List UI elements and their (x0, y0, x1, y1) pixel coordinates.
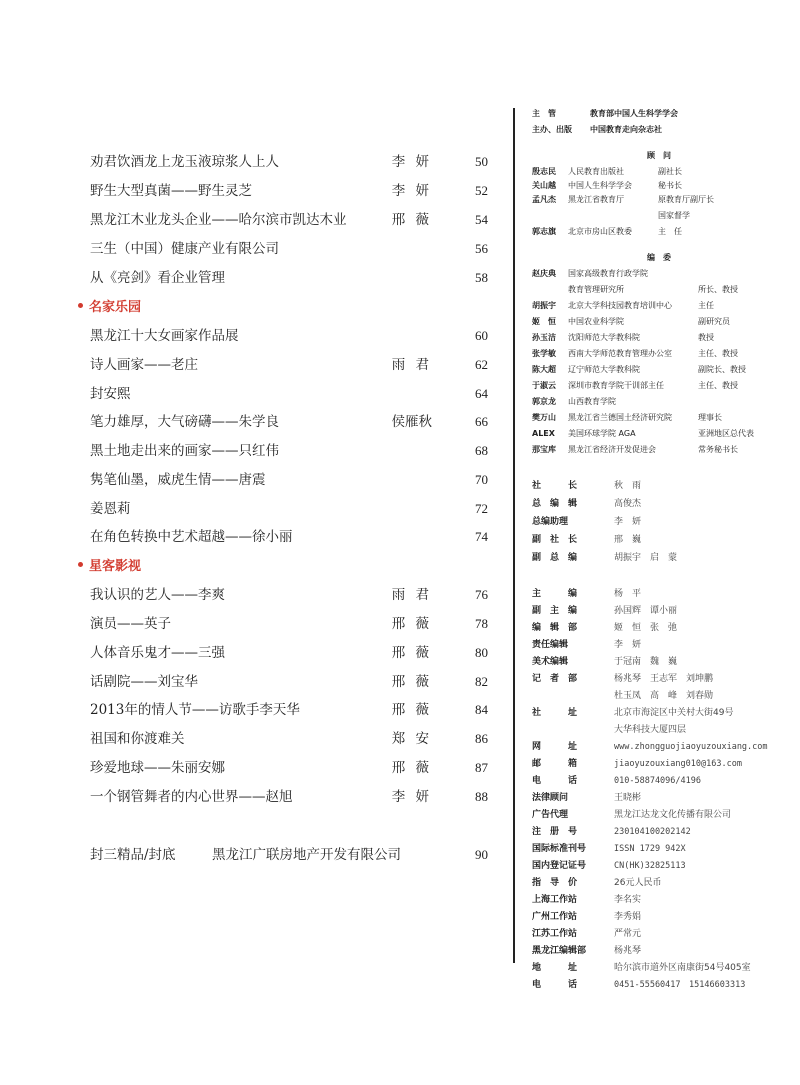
staff-row (518, 688, 800, 704)
staff-label: 上海工作站 (532, 895, 578, 905)
staff-value: 010-58874096/4196 (614, 776, 701, 786)
staff-row (518, 756, 800, 772)
editor-row (518, 316, 800, 328)
toc-page: 88 (475, 789, 488, 804)
editor-org: 教育管理研究所 (568, 285, 624, 294)
toc-entry[interactable] (90, 441, 488, 461)
advisor-row (518, 180, 800, 192)
staff-label: 法律顾问 (532, 793, 569, 803)
editor-org: 西南大学师范教育管理办公室 (568, 349, 672, 358)
toc-page: 76 (475, 587, 488, 602)
advisors-heading: 顾 问 (647, 151, 671, 160)
toc-author: 邢 薇 (391, 616, 432, 632)
staff-row (518, 960, 800, 976)
toc-page: 60 (475, 328, 488, 343)
staff-label: 国内登记证号 (532, 861, 587, 871)
staff-label: 责任编辑 (532, 640, 569, 650)
staff-label: 注 册 号 (532, 827, 578, 837)
advisor-title: 主 任 (658, 227, 682, 236)
toc-title: 封安熙 (90, 386, 131, 402)
editor-title: 常务秘书长 (698, 445, 738, 454)
editor-row (518, 268, 800, 280)
toc-entry[interactable] (90, 470, 488, 490)
editor-name: 那宝库 (532, 445, 556, 454)
editor-name: 胡振宇 (532, 301, 556, 310)
editor-org: 国家高级教育行政学院 (568, 269, 648, 278)
editor-name: 于淑云 (532, 381, 556, 390)
toc-title: 黑土地走出来的画家——只红伟 (90, 443, 279, 459)
editor-row (518, 412, 800, 424)
editor-org: 山西教育学院 (568, 397, 616, 406)
editor-title: 副院长、教授 (698, 365, 746, 374)
staff-row (518, 514, 800, 530)
staff-label: 国际标准刊号 (532, 844, 587, 854)
staff-label: 电 话 (532, 980, 578, 990)
staff-label: 邮 箱 (532, 759, 578, 769)
staff-value: 胡振宇 启 蒙 (614, 553, 678, 563)
editor-title: 副研究员 (698, 317, 730, 326)
website-link[interactable]: www.zhongguojiaoyuzouxiang.com (614, 742, 768, 752)
toc-entry[interactable] (90, 239, 488, 259)
editor-row (518, 428, 800, 440)
staff-row (518, 790, 800, 806)
staff-value: 大华科技大厦四层 (614, 725, 687, 735)
toc-author: 邢 薇 (391, 674, 432, 690)
advisor-title: 国家督学 (658, 211, 690, 220)
staff-label: 副 总 编 (532, 553, 578, 563)
editor-row (518, 396, 800, 408)
advisor-title: 秘书长 (658, 181, 682, 190)
toc-title: 人体音乐鬼才——三强 (90, 645, 225, 661)
toc-entry[interactable] (90, 527, 488, 547)
staff-label: 社 长 (532, 481, 578, 491)
staff-label: 广告代理 (532, 810, 569, 820)
advisor-row (518, 210, 800, 222)
toc-entry[interactable] (90, 585, 488, 605)
editor-name: 张学敏 (532, 349, 556, 358)
editor-name: 姬 恒 (532, 317, 556, 326)
toc-page: 74 (475, 529, 488, 544)
staff-value: 0451-55560417 15146603313 (614, 980, 746, 990)
staff-label: 网 址 (532, 742, 578, 752)
toc-title: 我认识的艺人——李爽 (90, 587, 225, 603)
editor-name: 樊万山 (532, 413, 556, 422)
editor-name: 赵庆典 (532, 269, 556, 278)
staff-value: 孙国辉 谭小丽 (614, 606, 678, 616)
staff-row (518, 620, 800, 636)
editor-row (518, 348, 800, 360)
editor-title: 亚洲地区总代表 (698, 429, 754, 438)
toc-author: 邢 薇 (391, 702, 432, 718)
toc-title: 在角色转换中艺术超越——徐小丽 (90, 529, 293, 545)
masthead-value: 教育部中国人生科学学会 (590, 109, 678, 118)
editor-org: 黑龙江省兰德国土经济研究院 (568, 413, 672, 422)
staff-value: CN(HK)32825113 (614, 861, 686, 871)
staff-label: 电 话 (532, 776, 578, 786)
toc-page: 82 (475, 674, 488, 689)
toc-page: 64 (475, 386, 488, 401)
toc-author: 邢 薇 (391, 212, 432, 228)
toc-entry[interactable] (90, 700, 488, 720)
staff-value: 李秀娟 (614, 912, 642, 922)
staff-row (518, 807, 800, 823)
toc-entry[interactable] (90, 326, 488, 346)
editor-title: 理事长 (698, 413, 722, 422)
toc-author: 雨 君 (391, 587, 432, 603)
section-heading-label: 星客影视 (89, 559, 142, 574)
toc-entry[interactable] (90, 758, 488, 778)
staff-row (518, 926, 800, 942)
editor-org: 中国农业科学院 (568, 317, 624, 326)
advisor-name: 关山越 (532, 181, 556, 190)
advisor-row (518, 166, 800, 178)
toc-page: 70 (475, 472, 488, 487)
toc-author: 邢 薇 (391, 760, 432, 776)
staff-row (518, 654, 800, 670)
toc-entry-closing[interactable] (90, 845, 488, 865)
toc-entry[interactable] (90, 499, 488, 519)
toc-page: 58 (475, 270, 488, 285)
toc-author: 邢 薇 (391, 645, 432, 661)
toc-author: 李 妍 (391, 789, 432, 805)
toc-page: 87 (475, 760, 488, 775)
staff-value: 杨兆琴 (614, 946, 642, 956)
advisor-name: 孟凡杰 (532, 195, 556, 204)
editor-title: 主任 (698, 301, 714, 310)
staff-label: 总编助理 (532, 517, 569, 527)
masthead-row (518, 124, 800, 136)
toc-title: 封三精品/封底 (90, 847, 176, 863)
editor-title: 教授 (698, 333, 714, 342)
toc-title: 笔力雄厚，大气磅礴——朱学良 (90, 414, 279, 430)
editor-title: 主任、教授 (698, 381, 738, 390)
staff-label: 总 编 辑 (532, 499, 578, 509)
staff-value: 李 妍 (614, 640, 642, 650)
advisor-org: 人民教育出版社 (568, 167, 624, 176)
staff-label: 社 址 (532, 708, 578, 718)
staff-row (518, 892, 800, 908)
staff-value: 230104100202142 (614, 827, 691, 837)
staff-value: 哈尔滨市道外区南康街54号405室 (614, 963, 751, 973)
staff-label: 美术编辑 (532, 657, 569, 667)
toc-author: 李 妍 (391, 183, 432, 199)
toc-page: 86 (475, 731, 488, 746)
staff-row (518, 705, 800, 721)
toc-entry[interactable] (90, 614, 488, 634)
staff-row (518, 603, 800, 619)
staff-value: 杜玉凤 高 峰 刘春勋 (614, 691, 714, 701)
staff-row (518, 773, 800, 789)
toc-entry[interactable] (90, 210, 488, 230)
staff-value: 杨兆琴 王志军 刘坤鹏 (614, 674, 714, 684)
masthead-label: 主办、出版 (532, 125, 572, 134)
staff-value: 杨 平 (614, 589, 642, 599)
toc-page: 62 (475, 357, 488, 372)
toc-author: 郑 安 (391, 731, 432, 747)
editor-name: 郭京龙 (532, 397, 556, 406)
toc-page: 80 (475, 645, 488, 660)
editor-name: 孙玉洁 (532, 333, 556, 342)
staff-row (518, 586, 800, 602)
toc-page: 90 (475, 847, 488, 862)
toc-entry[interactable] (90, 268, 488, 288)
staff-value: 姬 恒 张 弛 (614, 623, 678, 633)
editor-row (518, 444, 800, 456)
advisor-name: 郭志旗 (532, 227, 556, 236)
staff-row (518, 858, 800, 874)
toc-title: 2013年的情人节——访歌手李天华 (90, 702, 300, 718)
staff-row (518, 943, 800, 959)
masthead-label: 主 管 (532, 109, 556, 118)
toc-company: 黑龙江广联房地产开发有限公司 (212, 847, 401, 863)
editor-title: 主任、教授 (698, 349, 738, 358)
toc-entry[interactable] (90, 729, 488, 749)
toc-page: 68 (475, 443, 488, 458)
staff-row (518, 478, 800, 494)
toc-page: 78 (475, 616, 488, 631)
staff-row (518, 977, 800, 993)
staff-label: 江苏工作站 (532, 929, 578, 939)
staff-value: 于冠南 魏 巍 (614, 657, 678, 667)
staff-label: 黑龙江编辑部 (532, 946, 587, 956)
column-divider (513, 108, 515, 963)
toc-page: 54 (475, 212, 488, 227)
staff-value: 高俊杰 (614, 499, 642, 509)
toc-title: 诗人画家——老庄 (90, 357, 198, 373)
toc-entry[interactable] (90, 355, 488, 375)
editor-row (518, 364, 800, 376)
staff-label: 记 者 部 (532, 674, 578, 684)
advisor-name: 殷志民 (532, 167, 556, 176)
toc-page: 56 (475, 241, 488, 256)
editor-org: 沈阳师范大学教科院 (568, 333, 640, 342)
editor-title: 所长、教授 (698, 285, 738, 294)
staff-row (518, 739, 800, 755)
toc-title: 一个钢管舞者的内心世界——赵旭 (90, 789, 293, 805)
editor-org: 北京大学科技园教育培训中心 (568, 301, 672, 310)
toc-author: 侯雁秋 (391, 414, 432, 430)
toc-title: 黑龙江十大女画家作品展 (90, 328, 239, 344)
advisor-org: 北京市房山区教委 (568, 227, 632, 236)
staff-value: 李名实 (614, 895, 642, 905)
editor-name: ALEX (532, 429, 555, 438)
staff-label: 编 辑 部 (532, 623, 578, 633)
section-heading-label: 名家乐园 (89, 300, 142, 315)
staff-label: 广州工作站 (532, 912, 578, 922)
section-heading (78, 298, 141, 318)
editor-name: 陈大超 (532, 365, 556, 374)
editor-org: 黑龙江省经济开发促进会 (568, 445, 656, 454)
toc-title: 姜恩莉 (90, 501, 131, 517)
advisor-title: 原教育厅副厅长 (658, 195, 714, 204)
toc-entry[interactable] (90, 152, 488, 172)
toc-title: 野生大型真菌——野生灵芝 (90, 183, 252, 199)
toc-title: 三生（中国）健康产业有限公司 (90, 241, 279, 257)
staff-label: 副 主 编 (532, 606, 578, 616)
toc-page: 50 (475, 154, 488, 169)
staff-row (518, 637, 800, 653)
masthead (518, 0, 800, 1085)
toc-entry[interactable] (90, 672, 488, 692)
staff-label: 地 址 (532, 963, 578, 973)
editor-org: 美国环球学院 AGA (568, 429, 636, 438)
staff-row (518, 875, 800, 891)
staff-row (518, 909, 800, 925)
advisor-row (518, 194, 800, 206)
toc-title: 劝君饮酒龙上龙玉液琼浆人上人 (90, 154, 279, 170)
toc-title: 演员——英子 (90, 616, 171, 632)
toc-page: 72 (475, 501, 488, 516)
advisor-org: 黑龙江省教育厅 (568, 195, 624, 204)
staff-row (518, 550, 800, 566)
staff-row (518, 722, 800, 738)
staff-value: 邢 巍 (614, 535, 642, 545)
toc-author: 雨 君 (391, 357, 432, 373)
bullet-icon (78, 562, 83, 567)
staff-value: 王晓彬 (614, 793, 642, 803)
staff-value: 严常元 (614, 929, 642, 939)
editor-row (518, 380, 800, 392)
staff-row (518, 532, 800, 548)
staff-value: 李 妍 (614, 517, 642, 527)
staff-row (518, 824, 800, 840)
toc-title: 祖国和你渡难关 (90, 731, 185, 747)
editor-org: 辽宁师范大学教科院 (568, 365, 640, 374)
advisor-org: 中国人生科学学会 (568, 181, 632, 190)
editors-heading: 编 委 (647, 253, 671, 262)
toc-author: 李 妍 (391, 154, 432, 170)
toc-page: 52 (475, 183, 488, 198)
staff-row (518, 841, 800, 857)
editor-row (518, 284, 800, 296)
advisor-title: 副社长 (658, 167, 682, 176)
toc-page: 84 (475, 702, 488, 717)
toc-entry[interactable] (90, 643, 488, 663)
section-heading (78, 557, 141, 577)
bullet-icon (78, 303, 83, 308)
toc-title: 黑龙江木业龙头企业——哈尔滨市凯达木业 (90, 212, 347, 228)
masthead-value: 中国教育走向杂志社 (590, 125, 662, 134)
staff-label: 副 社 长 (532, 535, 578, 545)
staff-value: 黑龙江达龙文化传播有限公司 (614, 810, 732, 820)
toc-title: 话剧院——刘宝华 (90, 674, 198, 690)
editor-org: 深圳市教育学院干训部主任 (568, 381, 664, 390)
toc-entry[interactable] (90, 787, 488, 807)
advisor-row (518, 226, 800, 238)
staff-value: ISSN 1729 942X (614, 844, 686, 854)
editor-row (518, 300, 800, 312)
staff-label: 主 编 (532, 589, 578, 599)
toc-title: 隽笔仙墨，威虎生情——唐震 (90, 472, 266, 488)
toc-entry[interactable] (90, 181, 488, 201)
toc-title: 珍爱地球——朱丽安娜 (90, 760, 225, 776)
staff-row (518, 671, 800, 687)
staff-value: 26元人民币 (614, 878, 662, 888)
editor-row (518, 332, 800, 344)
email-link[interactable]: jiaoyuzouxiang010@163.com (614, 759, 742, 769)
staff-value: 北京市海淀区中关村大街49号 (614, 708, 734, 718)
staff-row (518, 496, 800, 512)
toc-title: 从《亮剑》看企业管理 (90, 270, 225, 286)
toc-entry[interactable] (90, 412, 488, 432)
staff-label: 指 导 价 (532, 878, 578, 888)
toc-page: 66 (475, 414, 488, 429)
toc-entry[interactable] (90, 384, 488, 404)
masthead-row (518, 108, 800, 120)
staff-value: 秋 雨 (614, 481, 642, 491)
